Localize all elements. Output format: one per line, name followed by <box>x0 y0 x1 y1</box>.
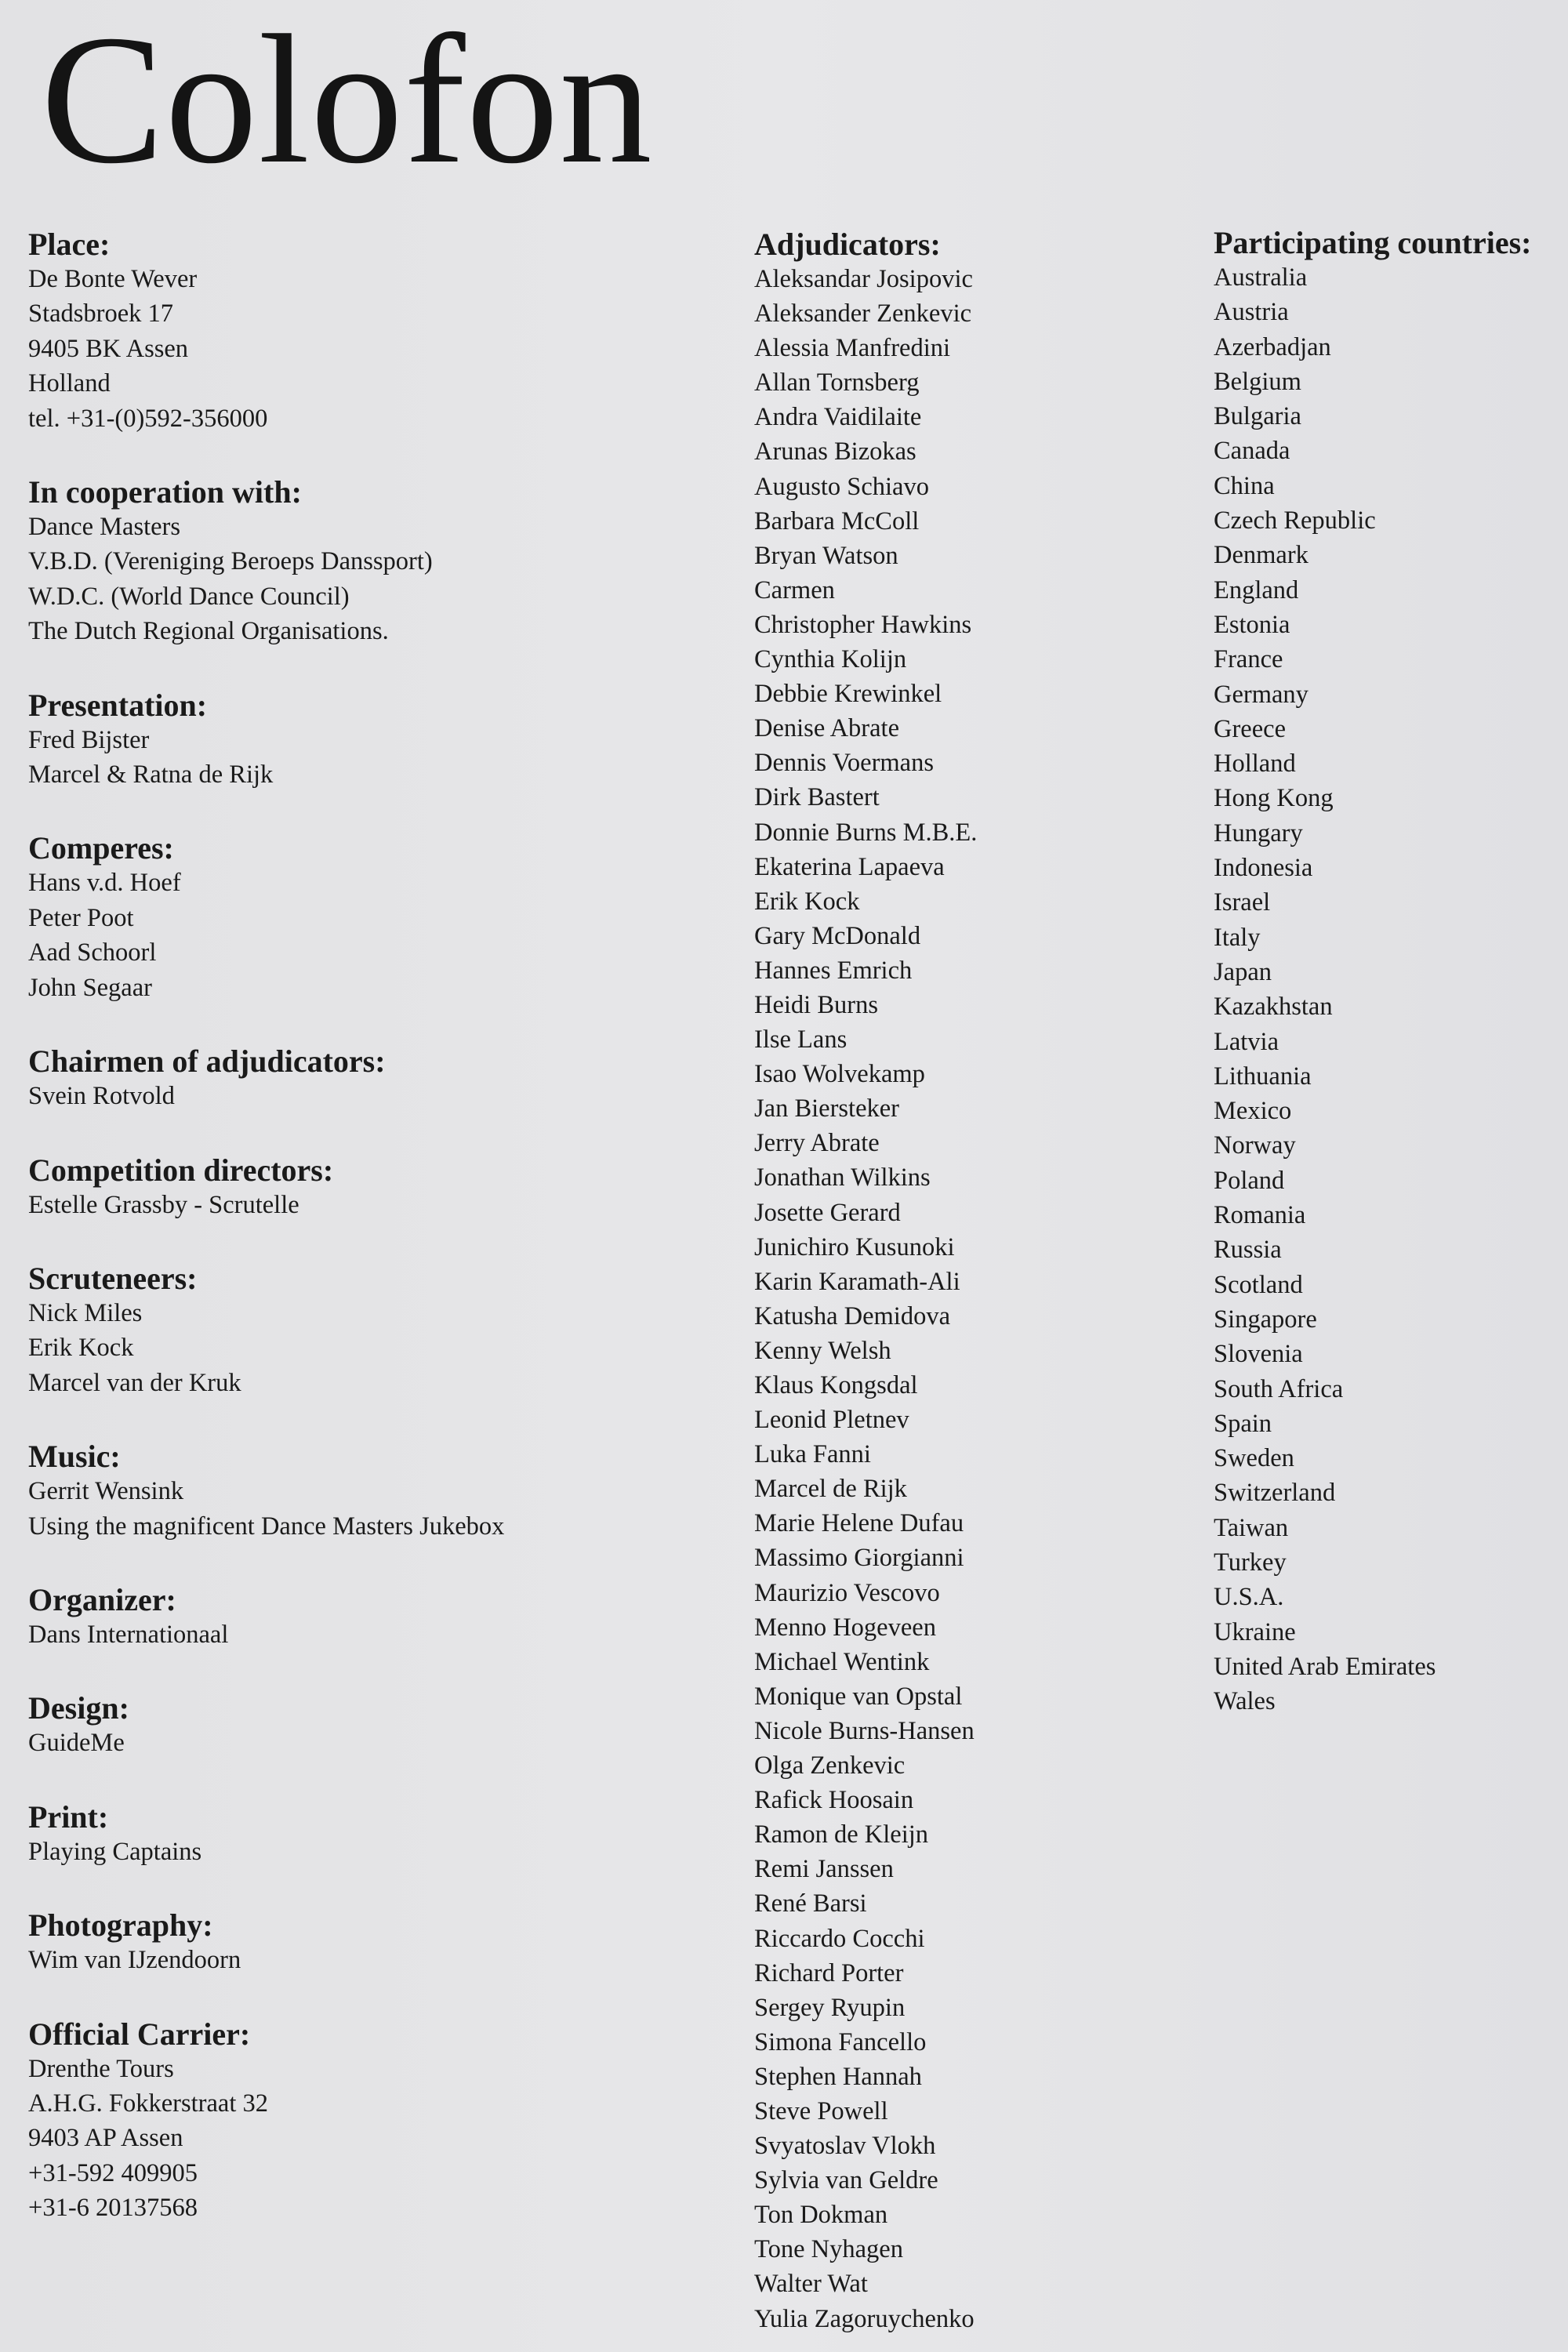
adjudicator-name: Gary McDonald <box>754 921 921 950</box>
adjudicator-name: Aleksandar Josipovic <box>754 265 973 293</box>
adjudicator-name: Svyatoslav Vlokh <box>754 2132 936 2161</box>
country-name: Bulgaria <box>1214 402 1301 431</box>
adjudicator-name: Riccardo Cocchi <box>754 1924 925 1953</box>
adjudicator-name: Ekaterina Lapaeva <box>754 852 945 881</box>
colofon-section <box>28 1044 734 1113</box>
section-line: Nick Miles <box>28 1298 143 1327</box>
country-name: Canada <box>1214 437 1290 466</box>
section-line: Dans Internationaal <box>28 1620 229 1649</box>
section-line: 9403 AP Assen <box>28 2124 183 2153</box>
adjudicator-name: Junichiro Kusunoki <box>754 1232 955 1261</box>
country-name: United Arab Emirates <box>1214 1652 1436 1681</box>
section-line: Estelle Grassby - Scrutelle <box>28 1190 299 1219</box>
section-line: tel. +31-(0)592-356000 <box>28 404 268 433</box>
adjudicator-name: Bryan Watson <box>754 541 898 570</box>
adjudicator-name: Nicole Burns-Hansen <box>754 1716 975 1745</box>
colofon-section <box>28 475 734 649</box>
adjudicator-name: Karin Karamath-Ali <box>754 1267 960 1296</box>
section-line: Playing Captains <box>28 1837 202 1866</box>
adjudicator-name: Kenny Welsh <box>754 1336 891 1365</box>
adjudicator-name: Erik Kock <box>754 887 860 916</box>
country-name: Slovenia <box>1214 1340 1303 1369</box>
country-name: Poland <box>1214 1166 1285 1195</box>
section-line: 9405 BK Assen <box>28 334 189 363</box>
adjudicator-name: Stephen Hannah <box>754 2062 922 2091</box>
country-name: Estonia <box>1214 610 1290 639</box>
country-name: Spain <box>1214 1409 1272 1438</box>
adjudicator-name: Massimo Giorgianni <box>754 1544 964 1573</box>
country-name: Mexico <box>1214 1097 1292 1126</box>
adjudicator-name: Jonathan Wilkins <box>754 1163 931 1192</box>
adjudicator-name: Marcel de Rijk <box>754 1475 907 1504</box>
section-line: Svein Rotvold <box>28 1082 175 1111</box>
adjudicator-name: Monique van Opstal <box>754 1682 963 1711</box>
adjudicators-list <box>754 262 1193 2336</box>
adjudicator-name: Allan Tornsberg <box>754 368 920 397</box>
country-name: France <box>1214 645 1283 674</box>
country-name: Lithuania <box>1214 1062 1312 1091</box>
adjudicator-name: Ton Dokman <box>754 2201 888 2230</box>
section-heading: Chairmen of adjudicators: <box>28 1044 386 1080</box>
colofon-details-column <box>28 227 734 2265</box>
colofon-section <box>28 1583 734 1652</box>
section-line: W.D.C. (World Dance Council) <box>28 582 350 611</box>
country-name: Latvia <box>1214 1027 1279 1056</box>
country-name: Switzerland <box>1214 1479 1336 1508</box>
adjudicator-name: Steve Powell <box>754 2096 888 2125</box>
adjudicator-name: Rafick Hoosain <box>754 1786 914 1815</box>
colofon-section <box>28 2017 734 2226</box>
adjudicator-name: Josette Gerard <box>754 1198 901 1227</box>
section-heading: Design: <box>28 1690 129 1726</box>
section-line: Hans v.d. Hoef <box>28 869 181 898</box>
section-line: De Bonte Wever <box>28 265 198 293</box>
country-name: Singapore <box>1214 1305 1317 1334</box>
country-name: China <box>1214 471 1275 500</box>
adjudicator-name: Marie Helene Dufau <box>754 1509 964 1538</box>
colofon-section <box>28 688 734 793</box>
adjudicator-name: Cynthia Kolijn <box>754 645 907 674</box>
adjudicator-name: Barbara McColl <box>754 506 920 535</box>
adjudicator-name: Debbie Krewinkel <box>754 680 942 709</box>
adjudicator-name: Michael Wentink <box>754 1647 930 1676</box>
section-heading: Official Carrier: <box>28 2016 251 2052</box>
country-name: Australia <box>1214 263 1308 292</box>
section-line: Marcel & Ratna de Rijk <box>28 760 274 789</box>
adjudicator-name: Remi Janssen <box>754 1855 894 1884</box>
country-name: Israel <box>1214 888 1271 917</box>
adjudicator-name: Ilse Lans <box>754 1025 848 1054</box>
section-line: Gerrit Wensink <box>28 1477 184 1506</box>
country-name: Romania <box>1214 1201 1306 1230</box>
countries-heading: Participating countries: <box>1214 225 1532 260</box>
adjudicator-name: Isao Wolvekamp <box>754 1060 925 1089</box>
country-name: Scotland <box>1214 1270 1303 1299</box>
adjudicator-name: Simona Fancello <box>754 2027 927 2056</box>
section-line: Drenthe Tours <box>28 2054 174 2083</box>
country-name: Indonesia <box>1214 854 1313 883</box>
adjudicator-name: Jerry Abrate <box>754 1129 880 1158</box>
adjudicators-column <box>754 227 1193 2336</box>
colofon-section <box>28 1153 734 1222</box>
section-line: V.B.D. (Vereniging Beroeps Danssport) <box>28 547 433 576</box>
adjudicator-name: Augusto Schiavo <box>754 472 929 501</box>
adjudicator-name: Klaus Kongsdal <box>754 1371 918 1399</box>
countries-list <box>1214 260 1566 1719</box>
colofon-section <box>28 1800 734 1869</box>
country-name: Kazakhstan <box>1214 993 1333 1022</box>
section-heading: Print: <box>28 1798 109 1835</box>
adjudicator-name: Christopher Hawkins <box>754 610 972 639</box>
section-line: Marcel van der Kruk <box>28 1368 241 1397</box>
country-name: U.S.A. <box>1214 1583 1284 1612</box>
section-line: Wim van IJzendoorn <box>28 1946 241 1975</box>
adjudicator-name: Ramon de Kleijn <box>754 1820 929 1849</box>
colofon-section <box>28 1691 734 1760</box>
adjudicator-name: Dennis Voermans <box>754 749 934 778</box>
adjudicators-heading: Adjudicators: <box>754 227 941 262</box>
country-name: Ukraine <box>1214 1617 1296 1646</box>
colofon-section <box>28 1261 734 1400</box>
section-line: A.H.G. Fokkerstraat 32 <box>28 2089 268 2118</box>
countries-column <box>1214 226 1566 1719</box>
country-name: Norway <box>1214 1131 1296 1160</box>
country-name: Denmark <box>1214 541 1308 570</box>
adjudicator-name: Denise Abrate <box>754 714 900 743</box>
country-name: Hungary <box>1214 818 1303 848</box>
adjudicator-name: Heidi Burns <box>754 990 878 1019</box>
adjudicator-name: Hannes Emrich <box>754 956 913 985</box>
adjudicator-name: Alessia Manfredini <box>754 334 951 363</box>
section-line: +31-6 20137568 <box>28 2194 198 2223</box>
section-line: +31-592 409905 <box>28 2158 198 2187</box>
adjudicator-name: Tone Nyhagen <box>754 2235 903 2264</box>
country-name: Taiwan <box>1214 1513 1289 1542</box>
section-line: The Dutch Regional Organisations. <box>28 617 389 646</box>
country-name: Czech Republic <box>1214 506 1376 535</box>
section-line: Fred Bijster <box>28 725 150 754</box>
country-name: Sweden <box>1214 1444 1294 1473</box>
colofon-section <box>28 227 734 436</box>
section-heading: Organizer: <box>28 1581 176 1617</box>
adjudicator-name: Katusha Demidova <box>754 1301 951 1330</box>
section-heading: Music: <box>28 1439 121 1475</box>
section-line: John Segaar <box>28 973 152 1002</box>
adjudicator-name: Donnie Burns M.B.E. <box>754 818 978 847</box>
adjudicator-name: René Barsi <box>754 1889 867 1918</box>
country-name: Wales <box>1214 1687 1276 1716</box>
adjudicator-name: Sylvia van Geldre <box>754 2166 938 2195</box>
colofon-section <box>28 831 734 1005</box>
adjudicator-name: Dirk Bastert <box>754 783 880 812</box>
section-heading: Scruteneers: <box>28 1260 198 1296</box>
country-name: South Africa <box>1214 1374 1344 1403</box>
adjudicator-name: Yulia Zagoruychenko <box>754 2304 975 2333</box>
page-title: Colofon <box>41 0 653 202</box>
country-name: Italy <box>1214 923 1261 952</box>
country-name: Holland <box>1214 750 1296 779</box>
adjudicator-name: Jan Biersteker <box>754 1094 900 1123</box>
section-line: Holland <box>28 369 111 398</box>
country-name: Japan <box>1214 957 1272 986</box>
section-line: Aad Schoorl <box>28 938 157 967</box>
section-heading: Place: <box>28 227 111 262</box>
country-name: Germany <box>1214 680 1308 709</box>
section-line: GuideMe <box>28 1729 125 1758</box>
section-line: Stadsbroek 17 <box>28 299 174 328</box>
colofon-section <box>28 1908 734 1977</box>
country-name: Russia <box>1214 1236 1282 1265</box>
adjudicator-name: Richard Porter <box>754 1958 904 1987</box>
adjudicator-name: Sergey Ryupin <box>754 1993 906 2022</box>
colofon-section <box>28 1439 734 1544</box>
adjudicator-name: Maurizio Vescovo <box>754 1578 940 1607</box>
adjudicator-name: Olga Zenkevic <box>754 1751 906 1780</box>
section-line: Peter Poot <box>28 903 134 932</box>
section-line: Using the magnificent Dance Masters Jukebox <box>28 1512 505 1541</box>
section-heading: Photography: <box>28 1907 213 1944</box>
country-name: Hong Kong <box>1214 784 1334 813</box>
adjudicator-name: Menno Hogeveen <box>754 1613 936 1642</box>
adjudicator-name: Luka Fanni <box>754 1440 871 1469</box>
adjudicator-name: Aleksander Zenkevic <box>754 299 972 328</box>
section-heading: Competition directors: <box>28 1152 334 1188</box>
adjudicator-name: Walter Wat <box>754 2270 868 2299</box>
section-line: Dance Masters <box>28 513 181 542</box>
section-line: Erik Kock <box>28 1334 134 1363</box>
country-name: Turkey <box>1214 1548 1287 1577</box>
country-name: Greece <box>1214 714 1286 743</box>
country-name: England <box>1214 575 1299 604</box>
country-name: Austria <box>1214 298 1289 327</box>
adjudicator-name: Carmen <box>754 575 835 604</box>
country-name: Azerbadjan <box>1214 332 1331 361</box>
section-heading: Comperes: <box>28 830 174 866</box>
adjudicator-name: Andra Vaidilaite <box>754 403 922 432</box>
adjudicator-name: Arunas Bizokas <box>754 437 916 466</box>
adjudicator-name: Leonid Pletnev <box>754 1406 909 1435</box>
section-heading: In cooperation with: <box>28 474 302 510</box>
country-name: Belgium <box>1214 367 1301 396</box>
section-heading: Presentation: <box>28 687 208 723</box>
